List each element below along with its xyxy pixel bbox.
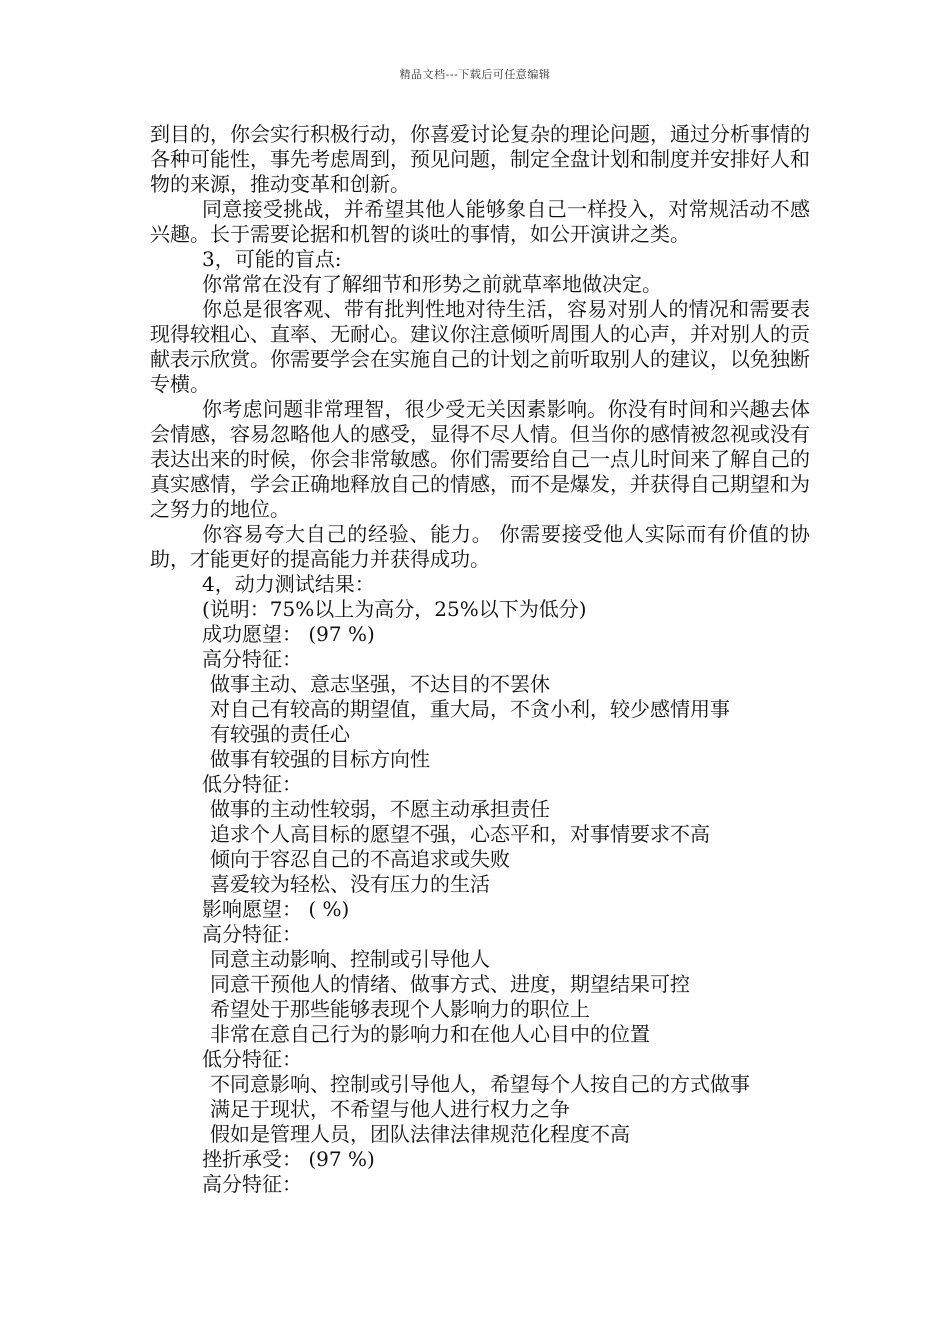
trait-line: 同意干预他人的情绪、做事方式、进度，期望结果可控: [210, 972, 690, 996]
score-line: 挫折承受： (97 %): [202, 1147, 375, 1171]
paragraph: 你考虑问题非常理智，很少受无关因素影响。你没有时间和兴趣去体会情感，容易忽略他人的感受，显得不尽人情。但当你的感情被忽视或没有表达出来的时候，你会非常敏感。你们需要给自己一点儿时间来了解自己的真实感情，学会正确地释放自己的情感，而不是爆发，并获得自己期望和为之努力的地位。: [150, 397, 810, 521]
paragraph: 同意接受挑战，并希望其他人能够象自己一样投入，对常规活动不感兴趣。长于需要论据和机智的谈吐的事情，如公开演讲之类。: [150, 197, 810, 246]
section-heading: 3，可能的盲点:: [202, 247, 342, 271]
trait-line: 满足于现状，不希望与他人进行权力之争: [210, 1097, 570, 1121]
trait-line: 假如是管理人员，团队法律法律规范化程度不高: [210, 1122, 630, 1146]
document-body: [150, 122, 810, 1197]
subheading: 高分特征：: [202, 647, 302, 671]
trait-line: 喜爱较为轻松、没有压力的生活: [210, 872, 490, 896]
paragraph: 你容易夸大自己的经验、能力。 你需要接受他人实际而有价值的协助，才能更好的提高能力并获得成功。: [150, 522, 810, 571]
trait-line: 非常在意自己行为的影响力和在他人心目中的位置: [210, 1022, 650, 1046]
trait-line: 希望处于那些能够表现个人影响力的职位上: [210, 997, 590, 1021]
trait-line: 同意主动影响、控制或引导他人: [210, 947, 490, 971]
note-line: (说明：75%以上为高分，25%以下为低分): [202, 597, 587, 621]
paragraph: 你总是很客观、带有批判性地对待生活，容易对别人的情况和需要表现得较粗心、直率、无耐心。建议你注意倾听周围人的心声，并对别人的贡献表示欣赏。你需要学会在实施自己的计划之前听取别人的建议，以免独断专横。: [150, 297, 810, 396]
trait-line: 对自己有较高的期望值，重大局，不贪小利，较少感情用事: [210, 697, 730, 721]
subheading: 低分特征：: [202, 1047, 302, 1071]
trait-line: 追求个人高目标的愿望不强，心态平和，对事情要求不高: [210, 822, 710, 846]
subheading: 高分特征：: [202, 1172, 302, 1196]
page-header: 精品文档---下载后可任意编辑: [399, 68, 551, 81]
subheading: 低分特征：: [202, 772, 302, 796]
trait-line: 做事有较强的目标方向性: [210, 747, 430, 771]
trait-line: 有较强的责任心: [210, 722, 350, 746]
subheading: 高分特征：: [202, 922, 302, 946]
section-heading: 4，动力测试结果：: [202, 572, 375, 596]
paragraph: 到目的，你会实行积极行动，你喜爱讨论复杂的理论问题，通过分析事情的各种可能性，事先考虑周到，预见问题，制定全盘计划和制度并安排好人和物的来源，推动变革和创新。: [150, 122, 810, 196]
score-line: 影响愿望： ( %): [202, 897, 350, 921]
trait-line: 做事主动、意志坚强，不达目的不罢休: [210, 672, 550, 696]
paragraph: 你常常在没有了解细节和形势之前就草率地做决定。: [202, 272, 662, 296]
trait-line: 做事的主动性较弱，不愿主动承担责任: [210, 797, 550, 821]
trait-line: 不同意影响、控制或引导他人，希望每个人按自己的方式做事: [210, 1072, 750, 1096]
trait-line: 倾向于容忍自己的不高追求或失败: [210, 847, 510, 871]
score-line: 成功愿望： (97 %): [202, 622, 375, 646]
